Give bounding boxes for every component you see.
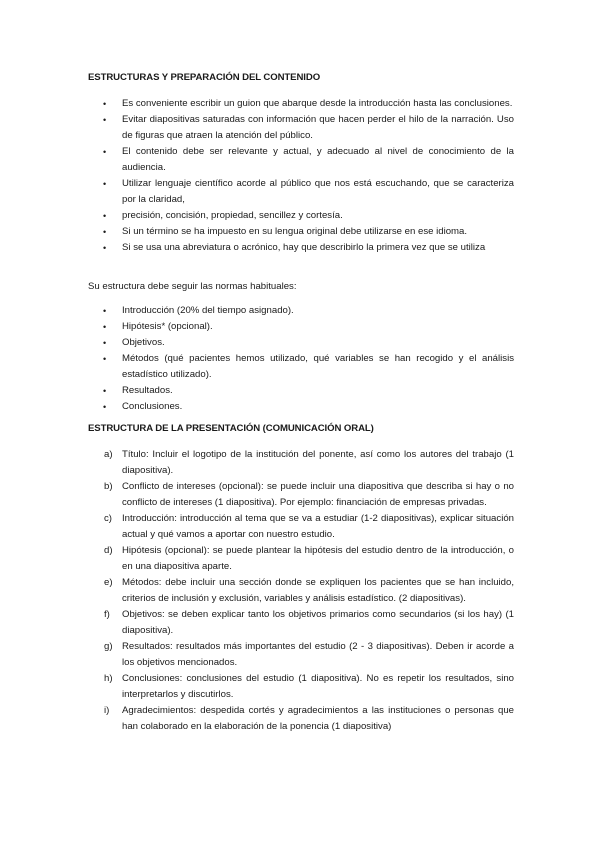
list-marker: a) [104,449,113,460]
bullet-icon: • [103,338,107,348]
list-item-text: Resultados. [122,385,173,396]
list-item [0,639,514,671]
section-heading-content: ESTRUCTURAS Y PREPARACIÓN DEL CONTENIDO [88,72,321,83]
list-item [0,144,514,176]
list-item [0,511,514,543]
list-marker: f) [104,609,110,620]
list-item [0,240,514,256]
list-item [0,383,514,399]
list-item [0,208,514,224]
bullet-icon: • [103,354,107,364]
list-item [0,671,514,703]
list-marker: g) [104,641,113,652]
list-marker: i) [104,705,110,716]
list-item-text: Objetivos. [122,337,165,348]
presentation-structure-list [0,447,514,735]
list-item [0,96,514,112]
bullet-icon: • [103,402,107,412]
list-item [0,335,514,351]
bullet-icon: • [103,99,107,109]
list-item-text: El contenido debe ser relevante y actual, y adecuado al nivel de conocimiento de la audiencia. [122,146,514,173]
bullet-icon: • [103,147,107,157]
bullet-icon: • [103,227,107,237]
list-marker: b) [104,481,113,492]
list-item-text: Métodos: debe incluir una sección donde se expliquen los pacientes que se han incluido, criterios de inclusión y exclusión, variables y análisis estadístico. (2 diapositivas). [122,577,514,604]
list-item-text: Conclusiones: conclusiones del estudio (1 diapositiva). No es repetir los resultados, sino interpretarlos y discutirlos. [122,673,514,700]
list-marker: h) [104,673,113,684]
list-item-text: Resultados: resultados más importantes del estudio (2 - 3 diapositivas). Deben ir acorde a los objetivos mencionados. [122,641,514,668]
bullet-icon: • [103,115,107,125]
list-marker: e) [104,577,113,588]
list-item-text: Evitar diapositivas saturadas con información que hacen perder el hilo de la narración. Uso de figuras que atraen la atención del público. [122,114,514,141]
list-item-text: Hipótesis* (opcional). [122,321,213,332]
list-item-text: Si un término se ha impuesto en su lengua original debe utilizarse en ese idioma. [122,226,468,237]
list-item-text: Título: Incluir el logotipo de la institución del ponente, así como los autores del trabajo (1 diapositiva). [122,449,514,476]
section-heading-presentation: ESTRUCTURA DE LA PRESENTACIÓN (COMUNICACIÓN ORAL) [88,423,374,434]
list-item-text: Introducción: introducción al tema que se va a estudiar (1-2 diapositivas), explicar situación actual y qué vamos a aportar con nuestro estudio. [122,513,514,540]
structure-norms-list [0,303,514,415]
list-item [0,447,514,479]
list-item [0,224,514,240]
list-item [0,319,514,335]
structure-intro-text: Su estructura debe seguir las normas habituales: [88,281,297,292]
list-item [0,399,514,415]
list-item [0,303,514,319]
list-item-text: Métodos (qué pacientes hemos utilizado, qué variables se han recogido y el análisis estadístico utilizado). [122,353,514,380]
list-item-text: Utilizar lenguaje científico acorde al público que nos está escuchando, que se caracteriza por la claridad, [122,178,514,205]
list-item-text: Es conveniente escribir un guion que abarque desde la introducción hasta las conclusiones. [122,98,513,109]
bullet-icon: • [103,322,107,332]
list-item-text: Introducción (20% del tiempo asignado). [122,305,294,316]
list-marker: c) [104,513,112,524]
list-item-text: Agradecimientos: despedida cortés y agradecimientos a las instituciones o personas que han colaborado en la elaboración de la ponencia (1 diapositiva) [122,705,514,732]
list-marker: d) [104,545,113,556]
list-item [0,112,514,144]
bullet-icon: • [103,211,107,221]
list-item-text: Objetivos: se deben explicar tanto los objetivos primarios como secundarios (si los hay) (1 diapositiva). [122,609,514,636]
list-item [0,575,514,607]
list-item [0,703,514,735]
list-item [0,351,514,383]
list-item [0,607,514,639]
list-item-text: precisión, concisión, propiedad, sencillez y cortesía. [122,210,343,221]
list-item-text: Si se usa una abreviatura o acrónico, hay que describirlo la primera vez que se utiliza [122,242,486,253]
content-guidelines-list [0,96,514,256]
bullet-icon: • [103,179,107,189]
list-item-text: Conclusiones. [122,401,183,412]
list-item-text: Hipótesis (opcional): se puede plantear la hipótesis del estudio dentro de la introducción, o en una diapositiva aparte. [122,545,514,572]
bullet-icon: • [103,386,107,396]
list-item [0,543,514,575]
list-item [0,479,514,511]
bullet-icon: • [103,306,107,316]
list-item-text: Conflicto de intereses (opcional): se puede incluir una diapositiva que describa si hay o no conflicto de intereses (1 diapositiva). Por ejemplo: financiación de empresas privadas. [122,481,514,508]
list-item [0,176,514,208]
bullet-icon: • [103,243,107,253]
